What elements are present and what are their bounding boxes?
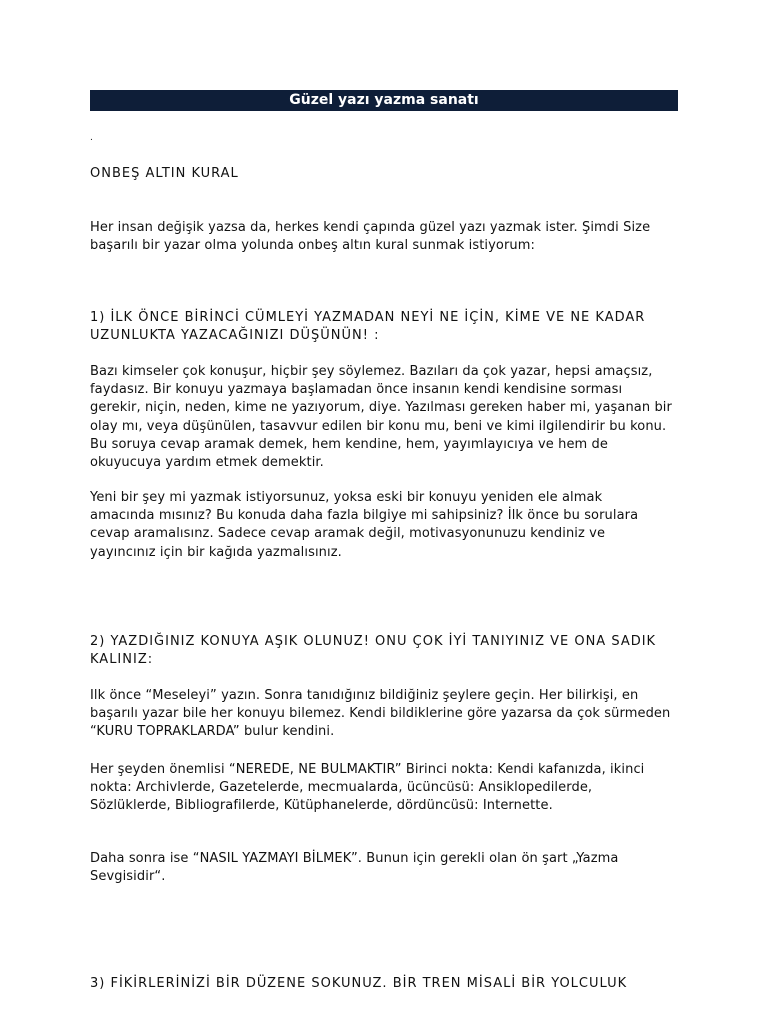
document-title: Güzel yazı yazma sanatı (90, 90, 678, 111)
rule-2-paragraph-3: Daha sonra ise “NASIL YAZMAYI BİLMEK”. Bunun için gerekli olan ön şart „Yazma Sevgisidir“. (90, 851, 619, 885)
bullet-mark: . (90, 133, 93, 143)
rule-3-heading: 3) FİKİRLERİNİZİ BİR DÜZENE SOKUNUZ. BİR TREN MİSALİ BİR YOLCULUK (90, 976, 628, 991)
intro-paragraph: Her insan değişik yazsa da, herkes kendi çapında güzel yazı yazmak ister. Şimdi Size başarılı bir yazar olma yolunda onbeş altın kural sunmak istiyorum: (90, 220, 651, 254)
rule-2-heading: 2) YAZDIĞINIZ KONUYA AŞIK OLUNUZ! ONU ÇOK İYİ TANIYINIZ VE ONA SADIK KALINIZ: (90, 634, 657, 668)
section-label: ONBEŞ ALTIN KURAL (90, 166, 239, 181)
rule-2-paragraph-1: Ilk önce “Meseleyi” yazın. Sonra tanıdığınız bildiğiniz şeylere geçin. Her bilirkişi, en başarılı yazar bile her konuyu bilemez. Kendi bildiklerine göre yazarsa da çok sürmeden “KURU TOPRAKLARDA” bulur kendini. (90, 688, 671, 740)
rule-1-heading: 1) İLK ÖNCE BİRİNCİ CÜMLEYİ YAZMADAN NEYİ NE İÇİN, KİME VE NE KADAR UZUNLUKTA YAZACAĞINIZI DÜŞÜNÜN! : (90, 310, 646, 344)
rule-1-paragraph-2: Yeni bir şey mi yazmak istiyorsunuz, yoksa eski bir konuyu yeniden ele almak amacında mısınız? Bu konuda daha fazla bilgiye mi sahipsiniz? İlk önce bu sorulara cevap aramalısınz. Sadece cevap aramak değil, motivasyonunuzu kendiniz ve yayıncınız için bir kağıda yazmalısınız. (90, 490, 639, 560)
rule-2-paragraph-2: Her şeyden önemlisi “NEREDE, NE BULMAKTIR” Birinci nokta: Kendi kafanızda, ikinci nokta: Archivlerde, Gazetelerde, mecmualarda, ücüncüsü: Ansiklopedilerde, Sözlüklerde, Bibliografilerde, Kütüphanelerde, dördüncüsü: Internette. (90, 762, 645, 814)
rule-1-paragraph-1: Bazı kimseler çok konuşur, hiçbir şey söylemez. Bazıları da çok yazar, hepsi amaçsız, faydasız. Bir konuyu yazmaya başlamadan önce insanın kendi kendisine sorması gerekir, niçin, neden, kime ne yazıyorum, diye. Yazılması gereken haber mi, yaşanan bir olay mı, veya düşünülen, tasavvur edilen bir konu mu, beni ve kimi ilgilendirir bu konu. Bu soruya cevap aramak demek, hem kendine, hem, yayımlayıcıya ve hem de okuyucuya yardım etmek demektir. (90, 364, 672, 471)
